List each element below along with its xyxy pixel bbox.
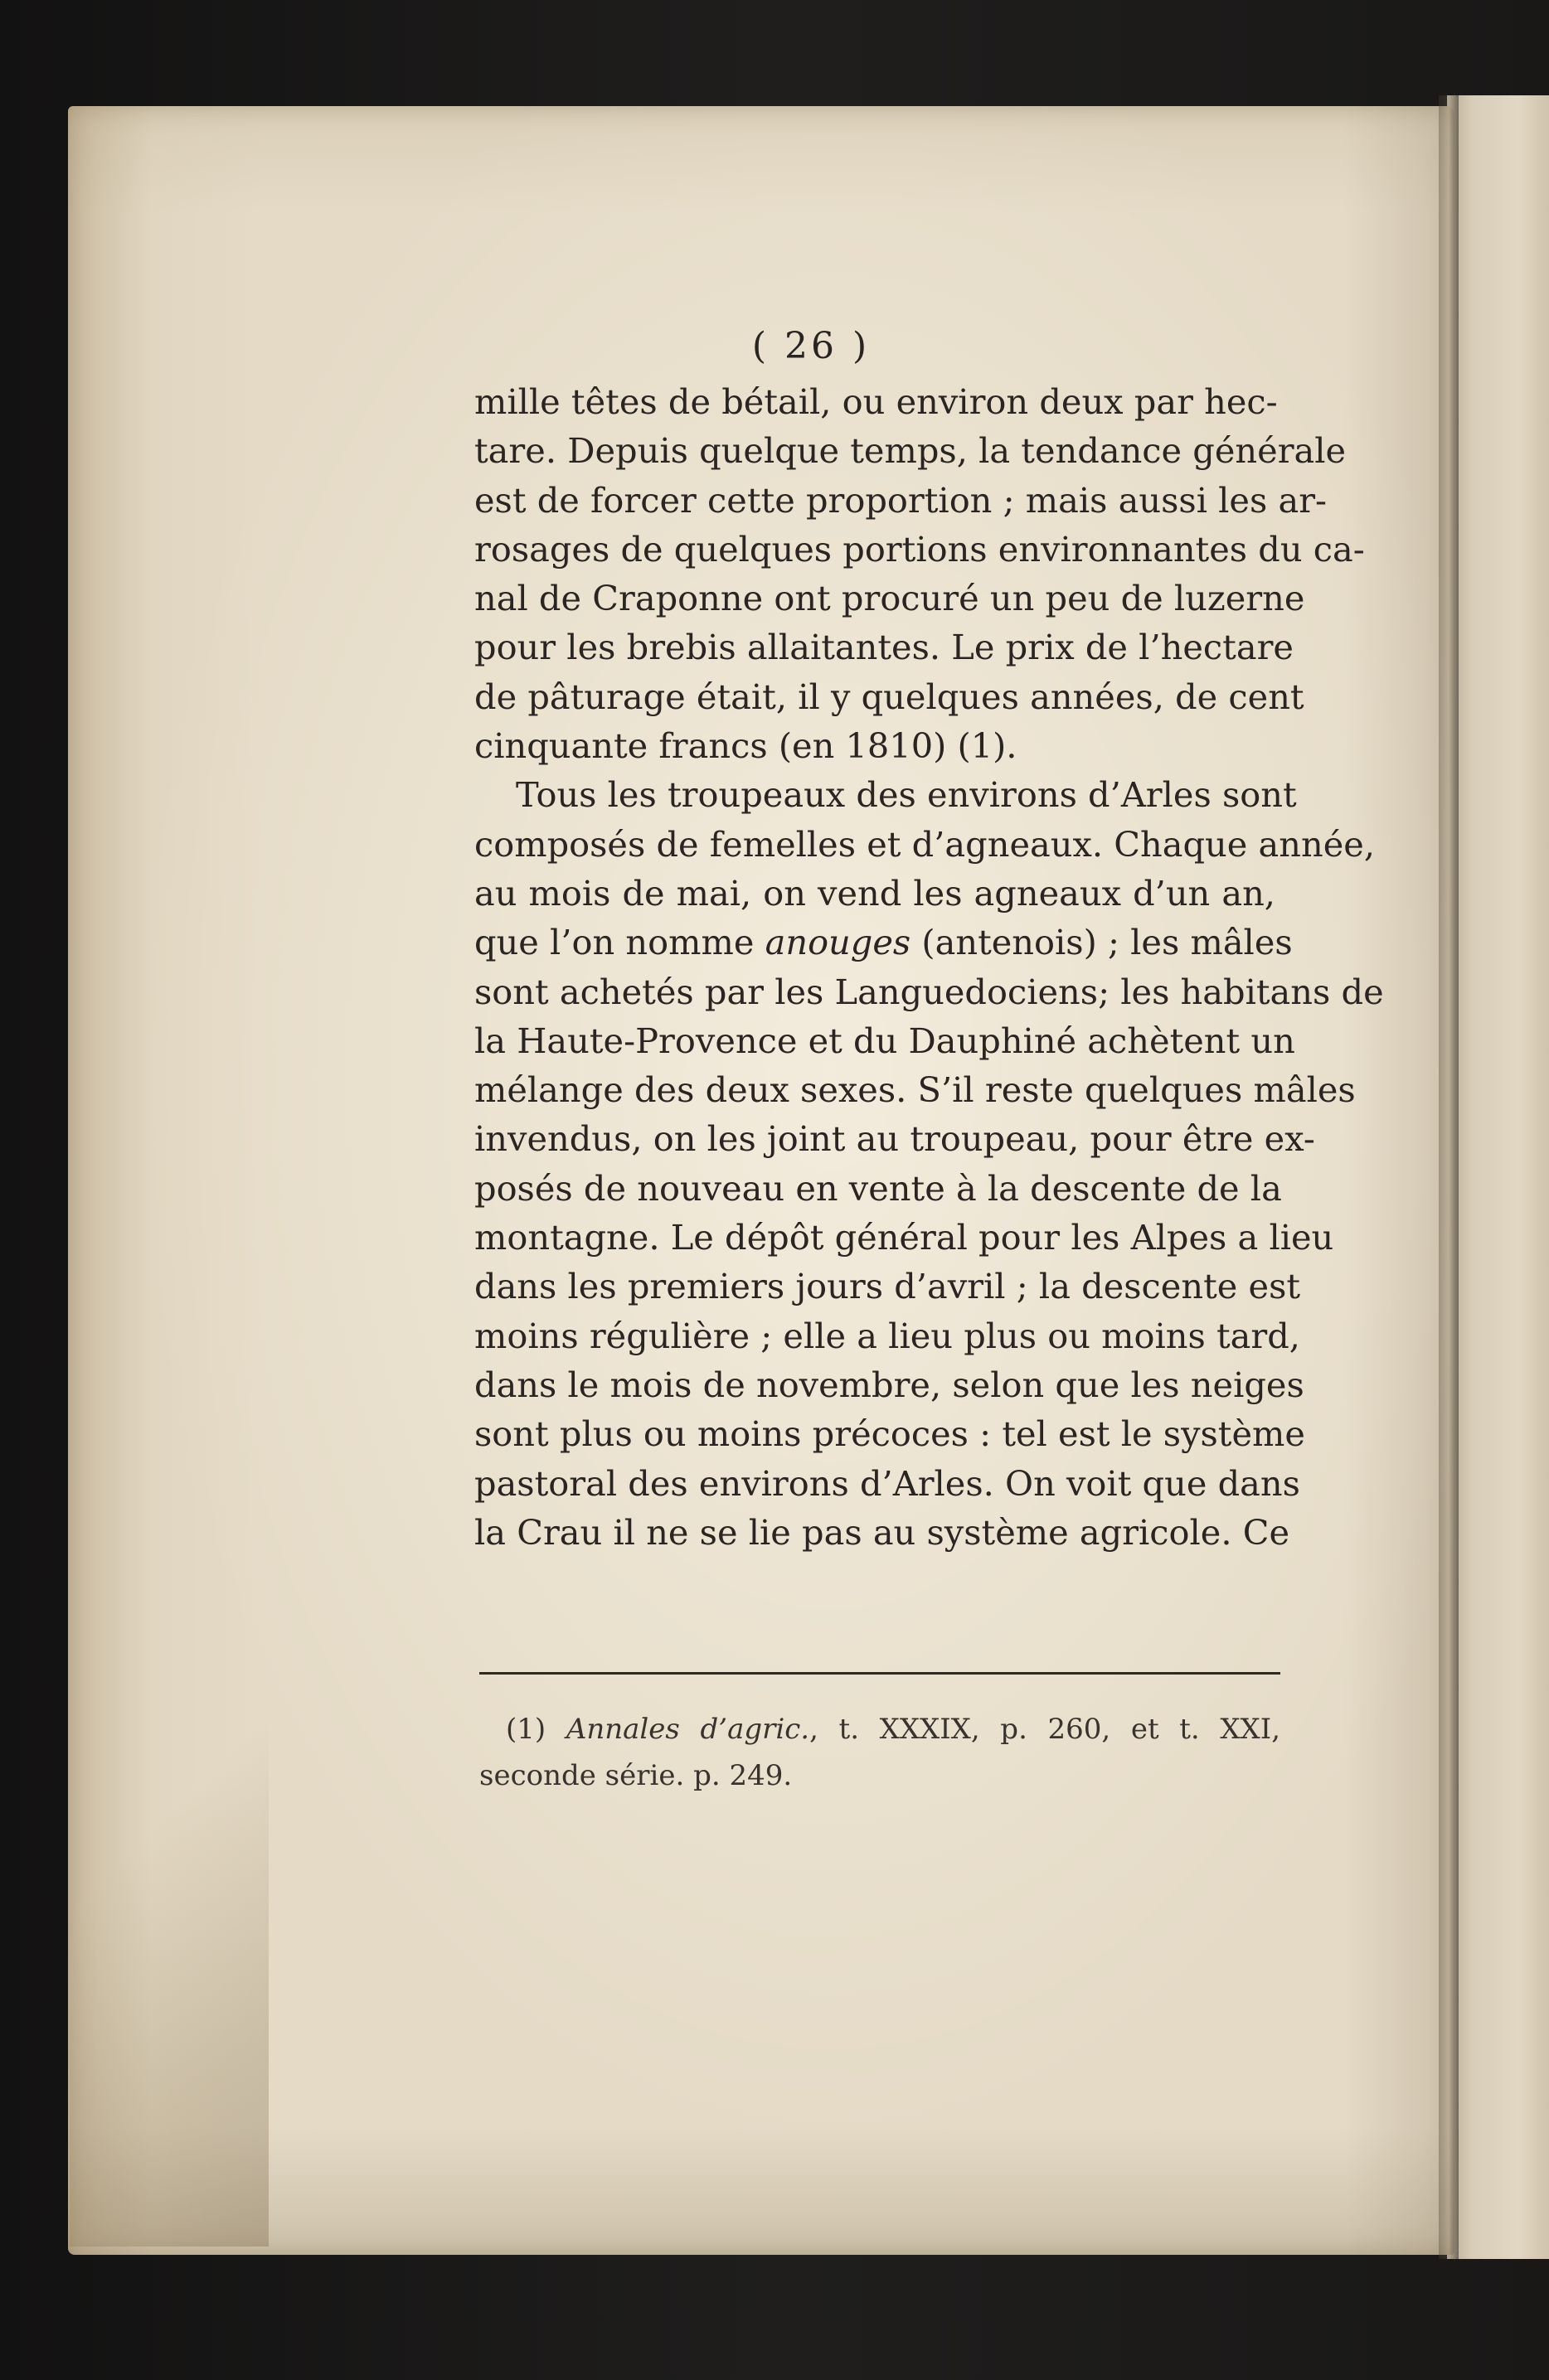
text-line: la Haute-Provence et du Dauphiné achètent un <box>474 1020 1295 1061</box>
text-run: (antenois) ; les mâles <box>921 922 1293 963</box>
text-line: de pâturage était, il y quelques années, de cent <box>474 676 1304 717</box>
page-gutter <box>1439 95 1459 2259</box>
text-line: tare. Depuis quelque temps, la tendance générale <box>474 430 1347 472</box>
footnote-line <box>479 1706 1280 1752</box>
text-line: composés de femelles et d’agneaux. Chaque année, <box>474 823 1376 865</box>
text-line: sont achetés par les Languedociens; les habitans de <box>474 971 1384 1012</box>
text-line: moins régulière ; elle a lieu plus ou moins tard, <box>474 1315 1300 1356</box>
text-line: posés de nouveau en vente à la descente de la <box>474 1167 1282 1209</box>
text-line: invendus, on les joint au troupeau, pour être ex- <box>474 1118 1315 1160</box>
footnote-divider <box>479 1672 1280 1675</box>
text-line: cinquante francs (en 1810) (1). <box>474 725 1017 767</box>
text-line: rosages de quelques portions environnantes du ca- <box>474 528 1365 570</box>
text-line: montagne. Le dépôt général pour les Alpes a lieu <box>474 1217 1334 1258</box>
text-line: pastoral des environs d’Arles. On voit que dans <box>474 1462 1300 1504</box>
text-line: nal de Craponne ont procuré un peu de luzerne <box>474 578 1305 619</box>
footnote-source: Annales d’agric. <box>566 1713 810 1746</box>
footnote-line: seconde série. p. 249. <box>479 1759 793 1792</box>
text-run: que l’on nomme <box>474 922 755 963</box>
text-line: sont plus ou moins précoces : tel est le système <box>474 1413 1305 1455</box>
text-line: est de forcer cette proportion ; mais aussi les ar- <box>474 479 1328 521</box>
body-text <box>474 377 1384 1557</box>
footnote-ref: , t. XXXIX, p. 260, et t. XXI, <box>809 1713 1280 1746</box>
page-number: ( 26 ) <box>751 325 871 367</box>
text-line-mixed <box>474 918 1293 967</box>
text-line: la Crau il ne se lie pas au système agricole. Ce <box>474 1511 1290 1553</box>
text-line: mille têtes de bétail, ou environ deux par hec- <box>474 381 1278 422</box>
text-line: dans les premiers jours d’avril ; la descente est <box>474 1266 1301 1307</box>
italic-term: anouges <box>765 922 911 963</box>
footnote-marker: (1) <box>506 1713 546 1746</box>
text-line: Tous les troupeaux des environs d’Arles sont <box>516 774 1297 816</box>
text-line: mélange des deux sexes. S’il reste quelques mâles <box>474 1069 1356 1111</box>
text-line: au mois de mai, on vend les agneaux d’un an, <box>474 872 1275 914</box>
text-line: pour les brebis allaitantes. Le prix de l’hectare <box>474 627 1294 668</box>
footnote <box>479 1706 1280 1799</box>
text-line: dans le mois de novembre, selon que les neiges <box>474 1364 1304 1405</box>
facing-page-edge <box>1447 95 1549 2259</box>
